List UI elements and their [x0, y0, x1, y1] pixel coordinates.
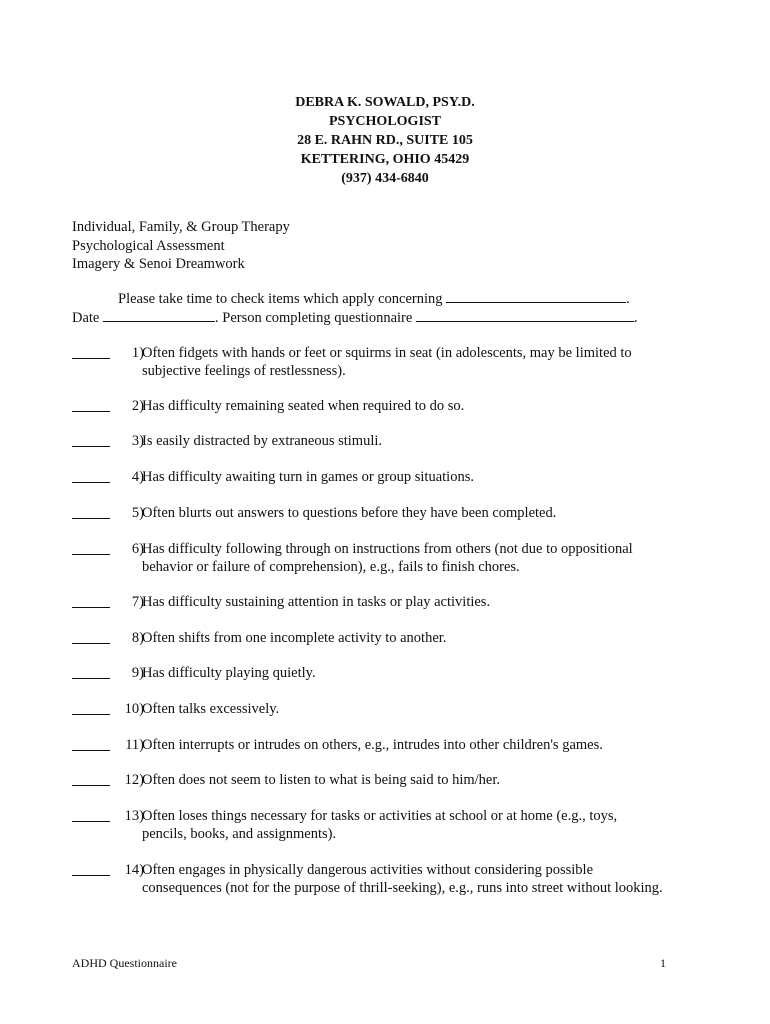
item-text-line: Often talks excessively. [142, 701, 280, 717]
item-text-line: Has difficulty remaining seated when required to do so. [142, 398, 465, 414]
item-text-line: Often interrupts or intrudes on others, e.g., intrudes into other children's games. [142, 737, 603, 753]
date-line [72, 309, 692, 327]
item-text-line: Often does not seem to listen to what is being said to him/her. [142, 772, 501, 788]
phone-number: (937) 434-6840 [341, 171, 429, 186]
check-blank[interactable] [72, 629, 110, 644]
item-number: 2) [131, 398, 144, 414]
concerning-line [72, 290, 692, 308]
item-number: 13) [124, 808, 144, 824]
concerning-label: Please take time to check items which apply concerning [118, 291, 443, 307]
item-text [142, 807, 712, 843]
check-blank[interactable] [72, 736, 110, 751]
item-text-line: consequences (not for the purpose of thrill-seeking), e.g., runs into street without looking. [142, 880, 663, 896]
check-blank[interactable] [72, 397, 110, 412]
person-field[interactable] [416, 309, 634, 322]
item-text [142, 397, 712, 415]
item-number: 6) [131, 541, 144, 557]
item-number: 5) [131, 505, 144, 521]
service-item: Individual, Family, & Group Therapy [72, 219, 290, 235]
item-text [142, 593, 712, 611]
letterhead [0, 93, 770, 188]
item-number: 9) [131, 665, 144, 681]
address-line-2: KETTERING, OHIO 45429 [300, 152, 470, 167]
item-number: 12) [124, 772, 144, 788]
item-number: 4) [131, 469, 144, 485]
date-field[interactable] [103, 309, 215, 322]
concerning-field[interactable] [446, 290, 626, 303]
item-text [142, 861, 712, 897]
item-text-line: Often shifts from one incomplete activity to another. [142, 630, 447, 646]
item-text [142, 468, 712, 486]
item-number: 8) [131, 630, 144, 646]
check-blank[interactable] [72, 432, 110, 447]
item-text-line: Has difficulty following through on instructions from others (not due to oppositional [142, 541, 633, 557]
item-text-line: Often fidgets with hands or feet or squirms in seat (in adolescents, may be limited to [142, 345, 632, 361]
check-blank[interactable] [72, 700, 110, 715]
check-blank[interactable] [72, 344, 110, 359]
item-text [142, 504, 712, 522]
item-text [142, 432, 712, 450]
item-text-line: pencils, books, and assignments). [142, 826, 337, 842]
item-text [142, 700, 712, 718]
item-number: 7) [131, 594, 144, 610]
item-text-line: behavior or failure of comprehension), e.g., fails to finish chores. [142, 559, 520, 575]
check-blank[interactable] [72, 540, 110, 555]
date-label: Date [72, 310, 100, 326]
item-text-line: subjective feelings of restlessness). [142, 363, 346, 379]
service-item: Imagery & Senoi Dreamwork [72, 256, 245, 272]
page-number: 1 [660, 956, 666, 970]
check-blank[interactable] [72, 771, 110, 786]
check-blank[interactable] [72, 593, 110, 608]
services-list [72, 218, 290, 274]
service-item: Psychological Assessment [72, 237, 225, 254]
item-text [142, 771, 712, 789]
period: . [626, 291, 630, 307]
item-text-line: Often engages in physically dangerous activities without considering possible [142, 862, 594, 878]
item-number: 10) [124, 701, 144, 717]
check-blank[interactable] [72, 807, 110, 822]
address-line-1: 28 E. RAHN RD., SUITE 105 [297, 133, 473, 148]
item-number: 3) [131, 433, 144, 449]
item-number: 14) [124, 862, 144, 878]
check-blank[interactable] [72, 861, 110, 876]
check-blank[interactable] [72, 468, 110, 483]
practitioner-title: PSYCHOLOGIST [328, 114, 442, 129]
item-text-line: Has difficulty playing quietly. [142, 665, 316, 681]
check-blank[interactable] [72, 664, 110, 679]
item-text-line: Often loses things necessary for tasks or activities at school or at home (e.g., toys, [142, 808, 618, 824]
item-text-line: Has difficulty sustaining attention in tasks or play activities. [142, 594, 491, 610]
item-text [142, 664, 712, 682]
item-text-line: Often blurts out answers to questions before they have been completed. [142, 505, 557, 521]
item-number: 1) [131, 345, 144, 361]
period: . [633, 310, 638, 326]
footer-title: ADHD Questionnaire [72, 956, 177, 970]
item-text-line: Has difficulty awaiting turn in games or group situations. [142, 469, 474, 485]
item-number: 11) [125, 737, 144, 753]
item-text [142, 736, 712, 754]
practitioner-name: DEBRA K. SOWALD, PSY.D. [295, 95, 475, 110]
item-text [142, 629, 712, 647]
person-label: . Person completing questionnaire [215, 310, 413, 326]
item-text-line: Is easily distracted by extraneous stimuli. [142, 433, 383, 449]
item-text [142, 344, 712, 380]
check-blank[interactable] [72, 504, 110, 519]
item-text [142, 540, 712, 576]
